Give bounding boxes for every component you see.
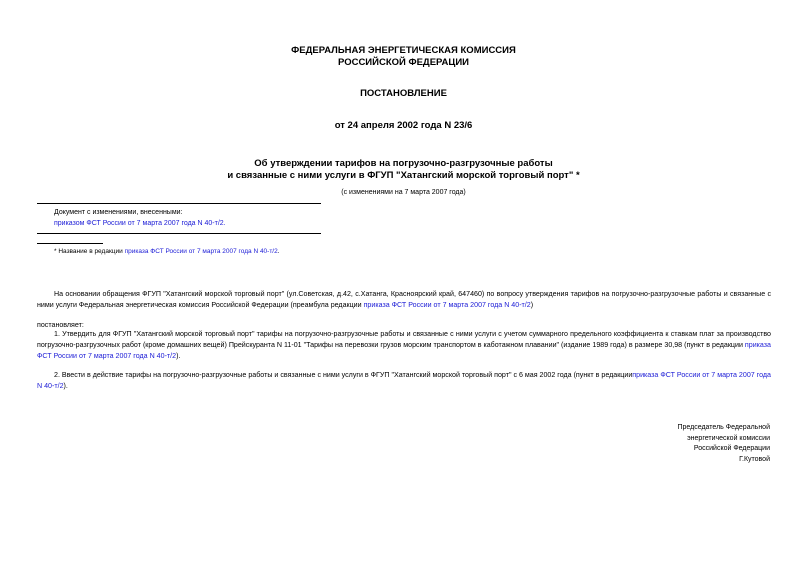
- item-2-paragraph: [37, 370, 771, 392]
- footnote: [54, 248, 280, 257]
- resolves-label: постановляет:: [37, 321, 84, 329]
- item-1-text: 1. Утвердить для ФГУП "Хатангский морской торговый порт" тарифы на погрузочно-разгрузочные работы и связанные с ними услуги с учетом суммарного предельного коэффициента к ставкам плат за производство погрузочно-разгрузочных работ (кроме домашних вещей) Прейскуранта N 11-01 "Тарифы на перевозки грузов морским транспортом в каботажном плавании" (издание 1989 года) в размере 30,98 (пункт в редакции: [37, 330, 771, 349]
- preamble-link[interactable]: приказа ФСТ России от 7 марта 2007 года N 40-т/2: [363, 301, 531, 309]
- signature-line3: Российской Федерации: [693, 445, 770, 452]
- document-date-number: от 24 апреля 2002 года N 23/6: [334, 120, 473, 131]
- amended-note: (с изменениями на 7 марта 2007 года): [341, 189, 466, 196]
- document-type: ПОСТАНОВЛЕНИЕ: [360, 88, 447, 99]
- signature-line2: энергетической комиссии: [687, 434, 770, 442]
- footnote-rule: [37, 243, 103, 244]
- signature-line1: Председатель Федеральной: [677, 424, 770, 431]
- amendments-label: Документ с изменениями, внесенными:: [54, 209, 183, 216]
- item-1-paragraph: [37, 329, 771, 362]
- amendments-link[interactable]: приказом ФСТ России от 7 марта 2007 года N 40-т/2.: [54, 220, 226, 227]
- preamble-text: На основании обращения ФГУП "Хатангский морской торговый порт" (ул.Советская, д.42, с.Хатанга, Красноярский край, 647460) по вопросу утверждения тарифов на погрузочно-разгрузочные работы и связанные с ними услуги Федеральная энергетическая комиссия Российской Федерации (преамбула редакции: [37, 290, 771, 309]
- agency-name-line2: РОССИЙСКОЙ ФЕДЕРАЦИИ: [337, 57, 469, 68]
- document-title-line1: Об утверждении тарифов на погрузочно-разгрузочные работы: [254, 158, 553, 169]
- amendments-top-rule: [37, 203, 321, 204]
- item-2-text: 2. Ввести в действие тарифы на погрузочно-разгрузочные работы и связанные с ними услуги в ФГУП "Хатангский морской торговый порт" с 6 мая 2002 года (пункт в редакции: [54, 371, 633, 379]
- signature-name: Г.Кутовой: [739, 455, 770, 463]
- item-1-suffix: ).: [176, 352, 181, 360]
- preamble-suffix: ): [530, 301, 534, 309]
- item-1-link[interactable]: приказа ФСТ России от 7 марта 2007 года N 40-т/2: [37, 341, 771, 360]
- footnote-link[interactable]: приказа ФСТ России от 7 марта 2007 года N 40-т/2: [124, 248, 278, 255]
- footnote-prefix: * Название в редакции: [54, 248, 125, 255]
- amendments-bottom-rule: [37, 233, 321, 234]
- footnote-suffix: .: [277, 248, 280, 255]
- preamble-paragraph: [37, 289, 771, 311]
- item-2-suffix: ).: [63, 382, 68, 390]
- signature-block: [677, 423, 770, 465]
- document-title-line2: и связанные с ними услуги в ФГУП "Хатангский морской торговый порт" *: [227, 170, 580, 181]
- item-2-link[interactable]: приказа ФСТ России от 7 марта 2007 года N 40-т/2: [37, 371, 771, 390]
- agency-name-line1: ФЕДЕРАЛЬНАЯ ЭНЕРГЕТИЧЕСКАЯ КОМИССИЯ: [291, 45, 516, 56]
